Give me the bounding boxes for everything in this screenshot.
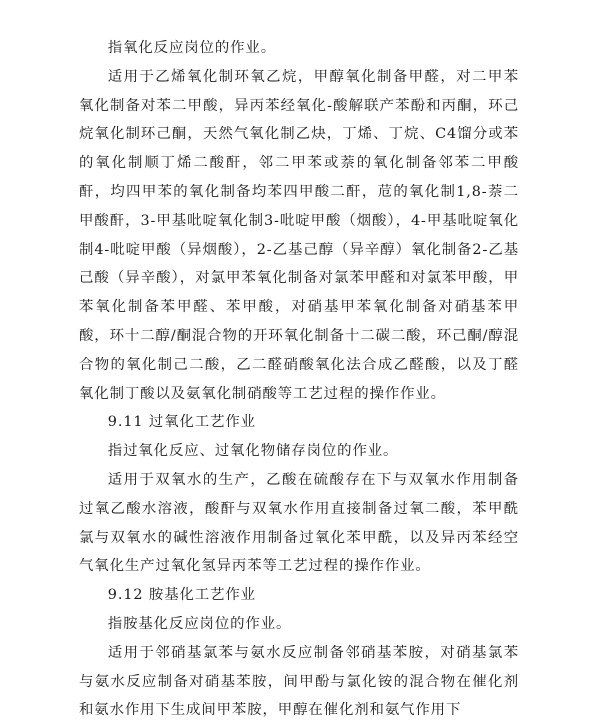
paragraph-peroxidation-scope: 指过氧化反应、过氧化物储存岗位的作业。 [107,443,399,460]
paragraph-oxidation-applicability: 适用于乙烯氧化制环氧乙烷，甲醇氧化制备甲醛，对二甲苯氧化制备对苯二甲酸，异丙苯经氧化-酸解联产苯酚和丙酮，环己烷氧化制环己酮，天然气氧化制乙炔，丁烯、丁烷、C4馏分或苯的氧化制顺丁烯二酸酐，邻二甲苯或萘的氧化制备邻苯二甲酸酐，均四甲苯的氧化制备均苯四甲酸二酐，苊的氧化制1,8-萘二甲酸酐，3-甲基吡啶氧化制3-吡啶甲酸（烟酸），4-甲基吡啶氧化制4-吡啶甲酸（异烟酸），2-乙基己醇（异辛醇）氧化制备2-乙基己酸（异辛酸），对氯甲苯氧化制备对氯苯甲醛和对氯苯甲酸，甲苯氧化制备苯甲醛、苯甲酸，对硝基甲苯氧化制备对硝基苯甲酸，环十二醇/酮混合物的开环氧化制备十二碳二酸，环己酮/醇混合物的氧化制己二酸，乙二醛硝酸氧化法合成乙醛酸，以及丁醛氧化制丁酸以及氨氧化制硝酸等工艺过程的操作作业。 [79,68,519,402]
paragraph-peroxidation-applicability: 适用于双氧水的生产，乙酸在硫酸存在下与双氧水作用制备过氧乙酸水溶液，酸酐与双氧水作用直接制备过氧二酸，苯甲酰氯与双氧水的碱性溶液作用制备过氧化苯甲酰，以及异丙苯经空气氧化生产过氧化氢异丙苯等工艺过程的操作作业。 [79,471,519,575]
paragraph-amination-scope: 指胺基化反应岗位的作业。 [107,615,292,632]
paragraph-amination-applicability: 适用于邻硝基氯苯与氨水反应制备邻硝基苯胺，对硝基氯苯与氨水反应制备对硝基苯胺，间甲酚与氯化铵的混合物在催化剂和氨水作用下生成间甲苯胺，甲醇在催化剂和氨气作用下 [79,644,519,719]
paragraph-oxidation-scope: 指氧化反应岗位的作业。 [107,40,276,56]
section-heading-9-12: 9.12 胺基化工艺作业 [107,587,256,604]
document-body [79,34,519,720]
section-heading-9-11: 9.11 过氧化工艺作业 [107,414,256,431]
